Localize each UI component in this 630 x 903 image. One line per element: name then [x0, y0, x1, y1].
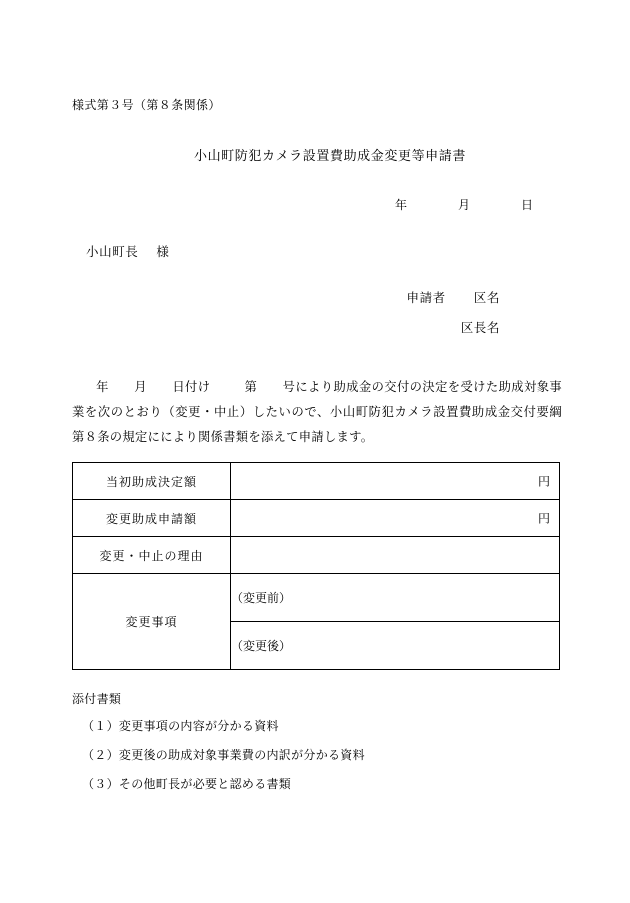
attachments-section: [72, 690, 365, 804]
body-line1-number: 第 号により助成金の交付の決定を受けた助成対象事業を次のと: [72, 380, 562, 419]
date-day: 日: [520, 198, 534, 212]
application-table: [72, 462, 560, 670]
applicant-field: 区名: [473, 291, 500, 305]
unit-yen: 円: [537, 474, 550, 489]
form-number: 様式第３号（第８条関係）: [72, 98, 221, 112]
body-line1-date: 年 月 日付け: [96, 380, 211, 394]
change-before-label: （変更前）: [231, 591, 292, 605]
table-row: [73, 463, 560, 500]
document-title: 小山町防犯カメラ設置費助成金変更等申請書: [193, 148, 466, 163]
change-before-cell[interactable]: [231, 574, 560, 622]
addressee-name: 小山町長: [86, 245, 139, 259]
addressee-honorific: 様: [156, 245, 170, 259]
row-value-reason[interactable]: [231, 537, 560, 574]
list-item: （３）その他町長が必要と認める書類: [82, 777, 292, 791]
addressee: [86, 242, 170, 260]
attachments-title: 添付書類: [72, 692, 122, 706]
body-line2: おり（変更・中止）したいので、小山町防犯カメラ設置費助成金交付要綱第８条の規定に: [72, 405, 562, 444]
applicant-line: [406, 288, 500, 306]
table-row: [73, 537, 560, 574]
row-value-initial-amount[interactable]: [231, 463, 560, 500]
body-line3: により関係書類を添えて申請します。: [160, 430, 374, 444]
row-label-change-items: 変更事項: [73, 574, 231, 670]
date-year: 年: [394, 198, 408, 212]
row-label-reason: 変更・中止の理由: [73, 537, 231, 574]
change-after-cell[interactable]: [231, 622, 560, 670]
table-row: [73, 574, 560, 622]
row-label-initial-amount: 当初助成決定額: [73, 463, 231, 500]
date-line: [395, 196, 548, 213]
applicant-second-line: 区長名: [460, 321, 500, 335]
row-value-changed-amount[interactable]: [231, 500, 560, 537]
row-label-changed-amount: 変更助成申請額: [73, 500, 231, 537]
applicant-label: 申請者: [406, 291, 446, 305]
date-month: 月: [457, 198, 471, 212]
body-paragraph: [72, 375, 562, 450]
attachments-list: [72, 717, 365, 792]
list-item: （２）変更後の助成対象事業費の内訳が分かる資料: [82, 748, 365, 762]
table-row: [73, 500, 560, 537]
unit-yen: 円: [537, 511, 550, 526]
list-item: （１）変更事項の内容が分かる資料: [82, 719, 279, 733]
change-after-label: （変更後）: [231, 639, 292, 653]
